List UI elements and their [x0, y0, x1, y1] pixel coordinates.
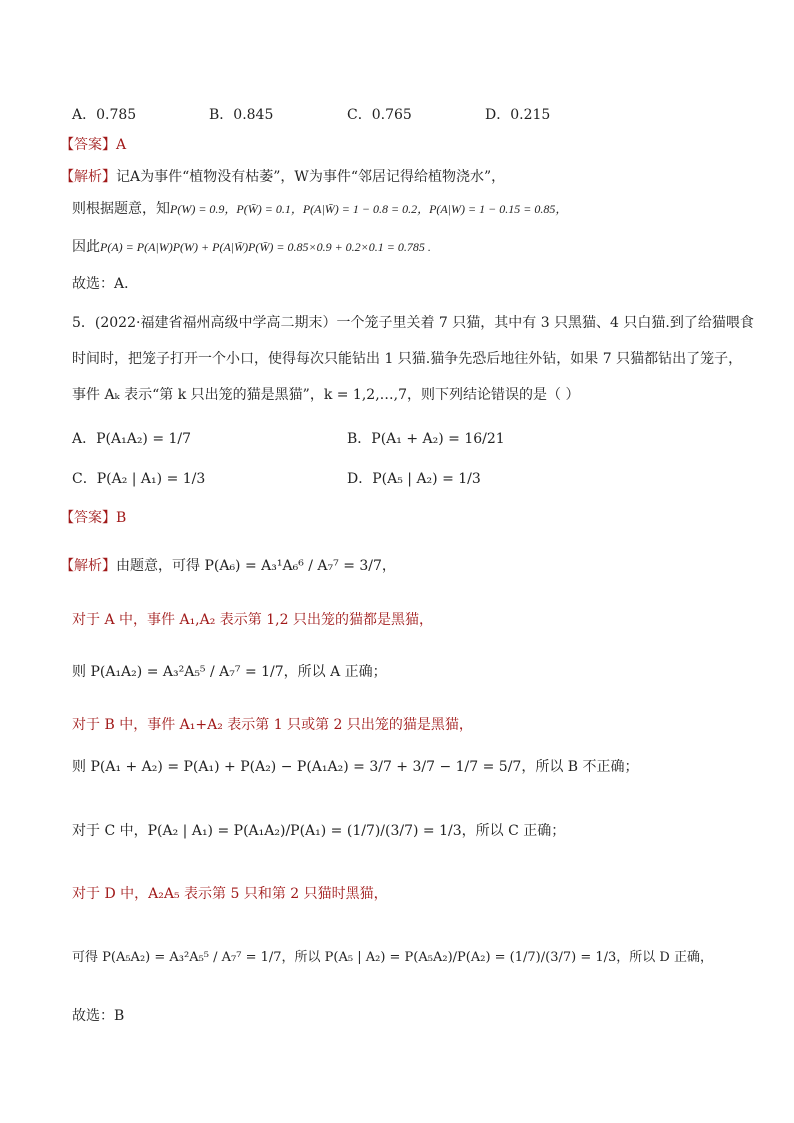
line3-prefix: 因此 — [72, 239, 100, 255]
answer-tag: 【答案】 — [60, 510, 116, 526]
answer-value: B — [116, 510, 127, 526]
option-d: D．0.215 — [485, 107, 551, 123]
q4-choose: 故选：A． — [72, 276, 139, 292]
line2-prefix: 则根据题意，知 — [72, 201, 170, 217]
line2-math: P(W) = 0.9，P(W̄) = 0.1，P(A|W̄) = 1 − 0.8 = 0.2，P(A|W) = 1 − 0.15 = 0.85， — [170, 202, 568, 216]
q5-stem-line3: 事件 Aₖ 表示“第 k 只出笼的猫是黑猫”，k = 1,2,…,7，则下列结论错误的是（ ） — [72, 387, 580, 403]
q5-analysis-a-result: 则 P(A₁A₂) = A₃²A₅⁵ / A₇⁷ = 1/7，所以 A 正确； — [72, 664, 387, 680]
q4-analysis-line1 — [60, 166, 505, 186]
analysis-text: 由题意，可得 P(A₆) = A₃¹A₆⁶ / A₇⁷ = 3/7， — [116, 558, 396, 574]
answer-value: A — [116, 137, 127, 153]
analysis-tag: 【解析】 — [60, 169, 116, 185]
q4-analysis-line2 — [72, 198, 567, 218]
option-c: C．0.765 — [347, 107, 412, 123]
answer-tag: 【答案】 — [60, 137, 116, 153]
q5-option-d: D．P(A₅ | A₂) = 1/3 — [347, 471, 481, 487]
q5-analysis-d-result: 可得 P(A₅A₂) = A₃²A₅⁵ / A₇⁷ = 1/7，所以 P(A₅ | A₂) = P(A₅A₂)/P(A₂) = (1/7)/(3/7) = 1/3，所以 D 正确， — [72, 950, 713, 965]
option-a: A．0.785 — [72, 107, 137, 123]
analysis-text: 记A为事件“植物没有枯萎”，W为事件“邻居记得给植物浇水”， — [116, 169, 506, 185]
q5-choose: 故选：B — [72, 1008, 125, 1024]
q5-option-c: C．P(A₂ | A₁) = 1/3 — [72, 471, 206, 487]
q5-analysis-b: 对于 B 中，事件 A₁+A₂ 表示第 1 只或第 2 只出笼的猫是黑猫， — [72, 717, 473, 733]
q5-option-b: B．P(A₁ + A₂) = 16/21 — [347, 431, 505, 447]
q4-analysis-line3 — [72, 236, 431, 256]
q5-stem-line1: 5．(2022·福建省福州高级中学高二期末）一个笼子里关着 7 只猫，其中有 3 只黑猫、4 只白猫.到了给猫喂食 — [72, 315, 754, 331]
q5-option-a: A．P(A₁A₂) = 1/7 — [72, 431, 192, 447]
q5-analysis-d: 对于 D 中，A₂A₅ 表示第 5 只和第 2 只猫时黑猫， — [72, 886, 388, 902]
q5-analysis-c: 对于 C 中，P(A₂ | A₁) = P(A₁A₂)/P(A₁) = (1/7)/(3/7) = 1/3，所以 C 正确； — [72, 823, 566, 839]
line3-math: P(A) = P(A|W)P(W) + P(A|W̄)P(W̄) = 0.85×0.9 + 0.2×0.1 = 0.785 . — [100, 240, 431, 254]
q4-answer — [60, 134, 126, 154]
q5-analysis-line1 — [60, 555, 396, 575]
q5-analysis-b-result: 则 P(A₁ + A₂) = P(A₁) + P(A₂) − P(A₁A₂) = 3/7 + 3/7 − 1/7 = 5/7，所以 B 不正确； — [72, 759, 639, 775]
q5-analysis-a: 对于 A 中，事件 A₁,A₂ 表示第 1,2 只出笼的猫都是黑猫， — [72, 612, 433, 628]
q5-stem-line2: 时间时，把笼子打开一个小口，使得每次只能钻出 1 只猫.猫争先恐后地往外钻，如果 7 只猫都钻出了笼子， — [72, 351, 743, 367]
analysis-tag: 【解析】 — [60, 558, 116, 574]
q5-answer — [60, 507, 126, 527]
option-b: B．0.845 — [209, 107, 274, 123]
